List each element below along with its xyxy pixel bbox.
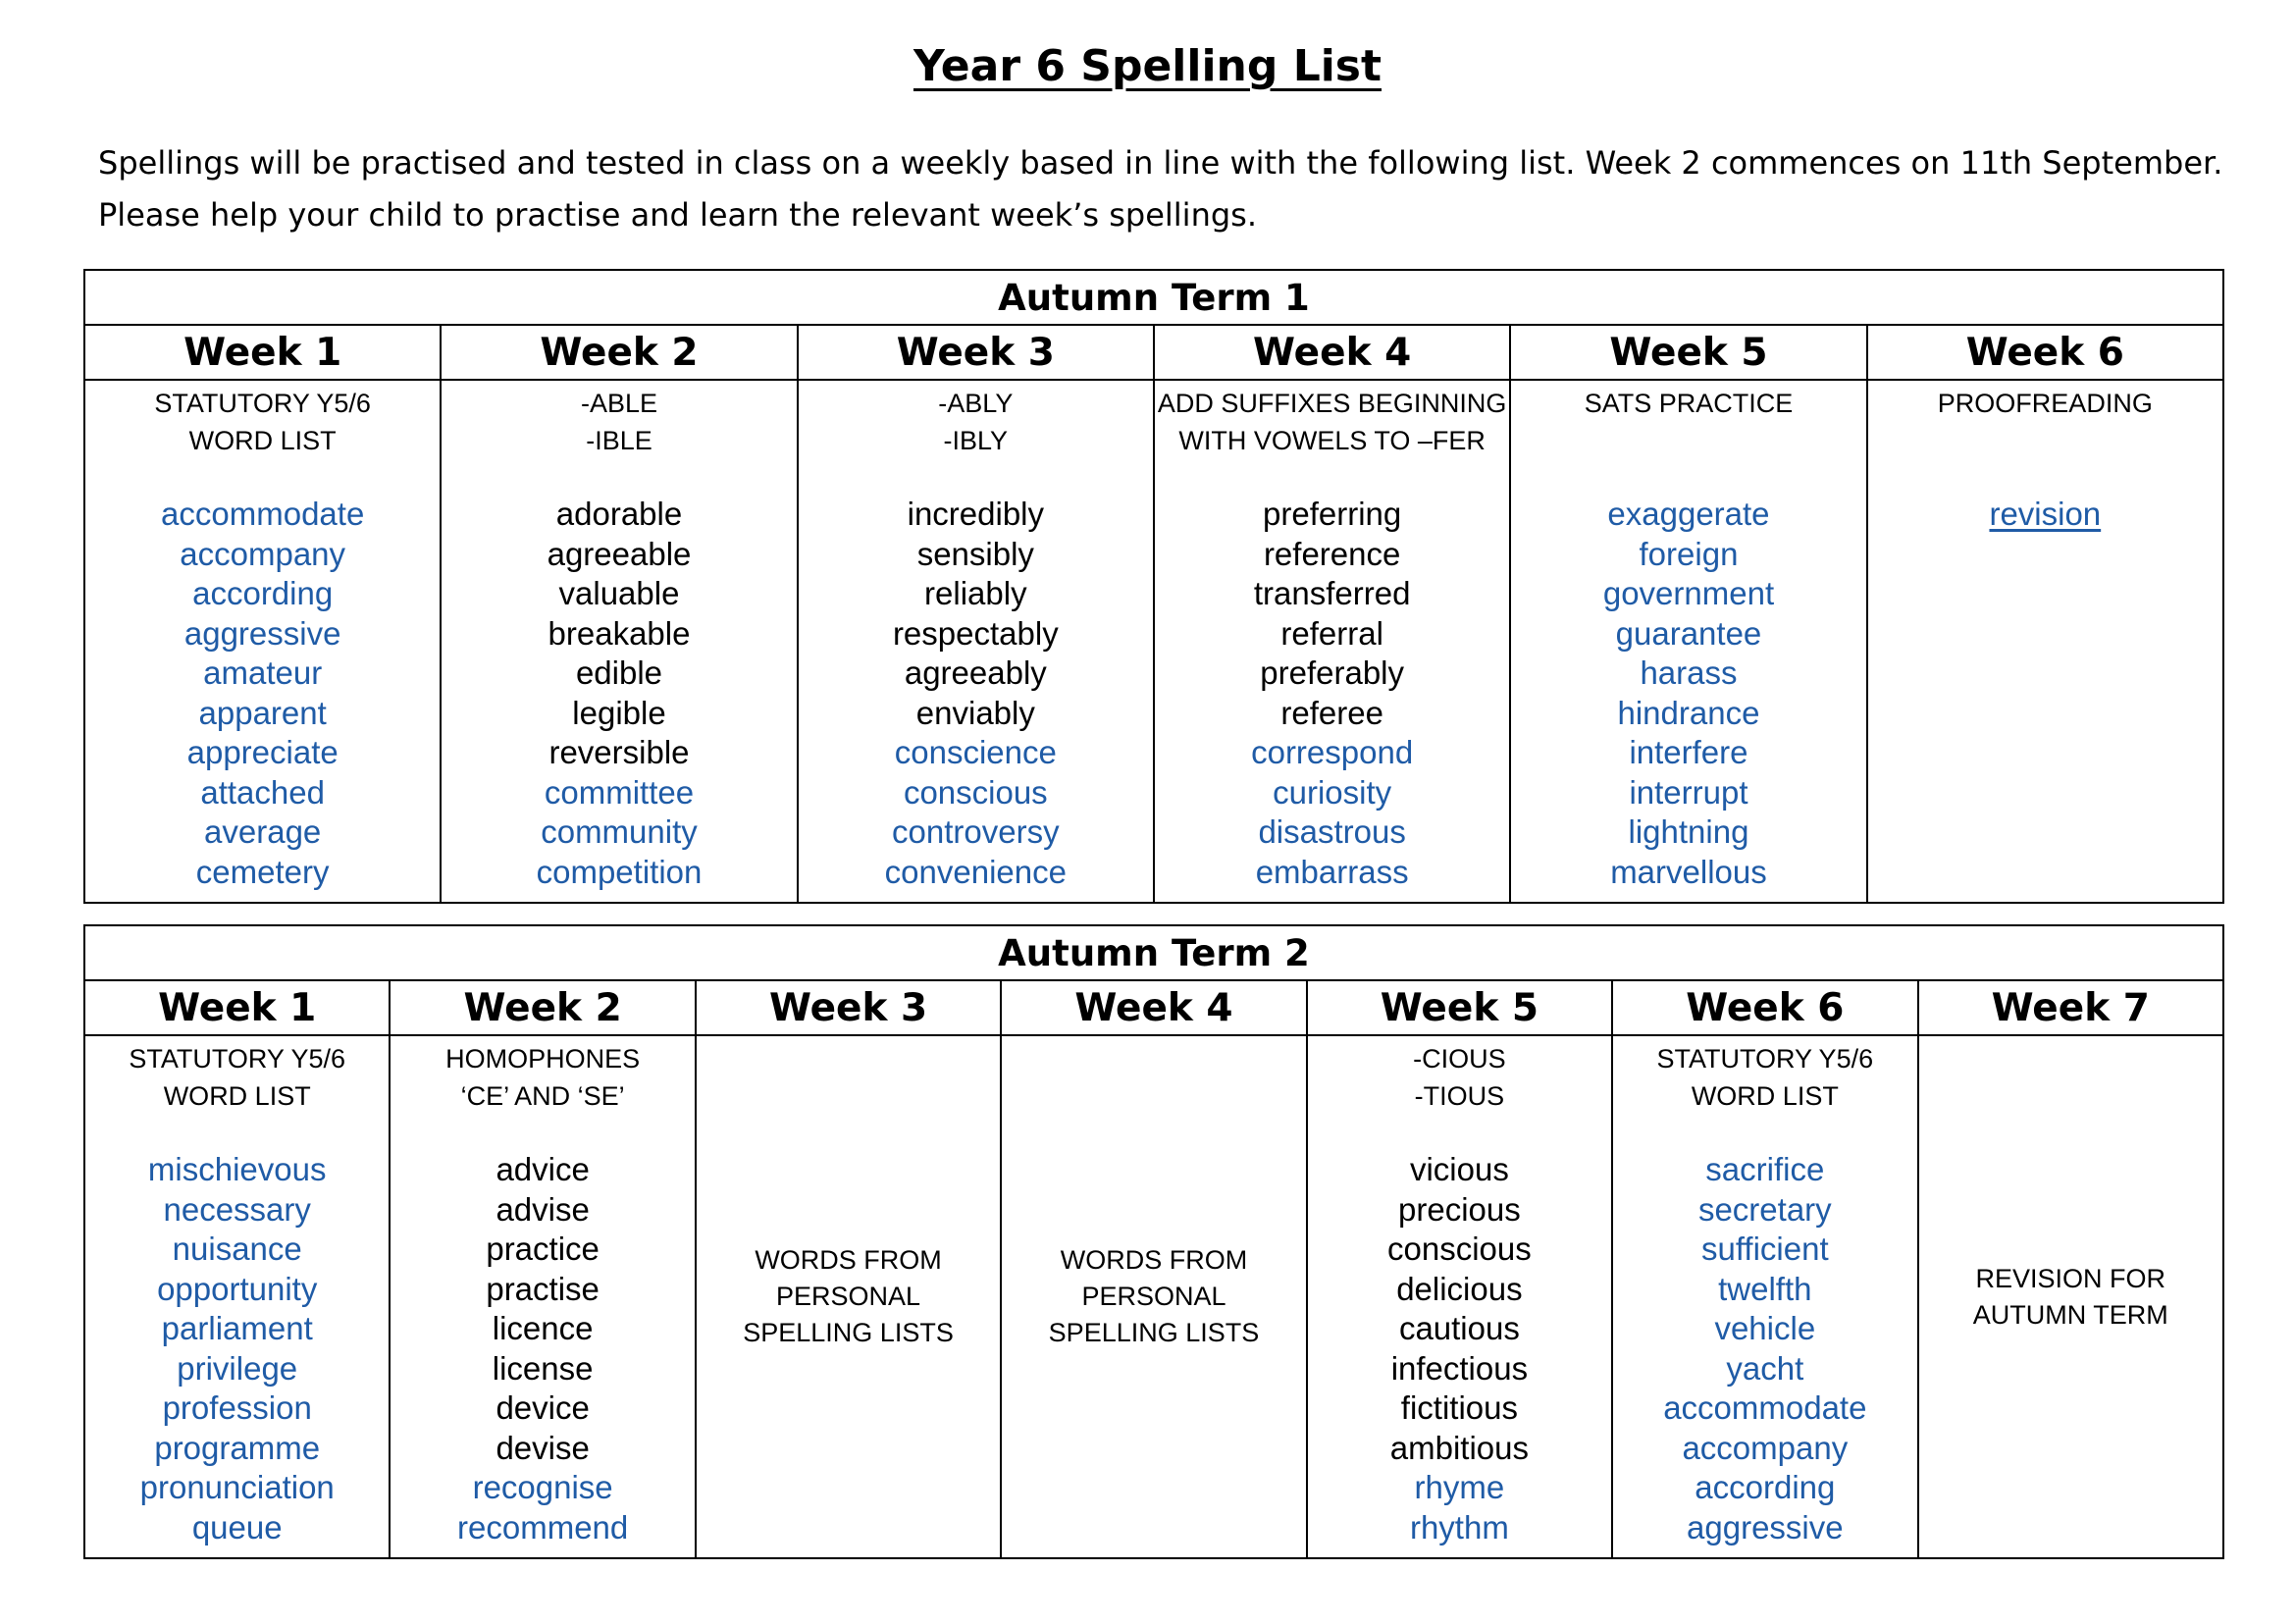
spelling-word: pronunciation xyxy=(139,1469,335,1505)
spelling-word: revision xyxy=(1989,496,2102,532)
spelling-word: advice xyxy=(496,1151,590,1187)
note-line: REVISION FOR xyxy=(1975,1263,2166,1293)
spelling-word: conscious xyxy=(1387,1231,1532,1267)
spelling-word: interrupt xyxy=(1629,773,1748,811)
note-line: PERSONAL xyxy=(1081,1282,1226,1311)
word-list xyxy=(391,1150,694,1557)
autumn-term-2-table xyxy=(83,924,2224,1559)
week-heading: Week 2 xyxy=(390,980,695,1035)
topic-line: WITH VOWELS TO –FER xyxy=(1178,426,1486,455)
spelling-word: appreciate xyxy=(186,734,339,770)
spelling-word: curiosity xyxy=(1273,773,1392,811)
week-topic xyxy=(1155,381,1509,459)
week-cell xyxy=(1867,380,2223,903)
spelling-word: attached xyxy=(200,773,325,811)
note-line: WORDS FROM xyxy=(755,1245,942,1275)
intro-line: Please help your child to practise and learn the relevant week’s spellings. xyxy=(98,196,1257,234)
spelling-word: yacht xyxy=(1726,1349,1804,1387)
topic-line: ‘CE’ AND ‘SE’ xyxy=(460,1081,625,1111)
spelling-word: agreeably xyxy=(904,655,1047,691)
spelling-word: controversy xyxy=(892,813,1060,850)
spelling-word: twelfth xyxy=(1718,1270,1812,1307)
spelling-word: accommodate xyxy=(161,496,365,532)
spelling-word: infectious xyxy=(1390,1349,1529,1387)
week-heading: Week 4 xyxy=(1001,980,1306,1035)
word-list xyxy=(799,495,1153,902)
week-cell xyxy=(390,1035,695,1558)
spelling-word: convenience xyxy=(884,853,1067,890)
topic-line: WORD LIST xyxy=(188,426,337,455)
spelling-word: licence xyxy=(492,1310,594,1346)
spelling-word: precious xyxy=(1398,1190,1521,1228)
topic-line: -TIOUS xyxy=(1414,1081,1505,1111)
topic-line: STATUTORY Y5/6 xyxy=(154,389,371,418)
spelling-word: vehicle xyxy=(1714,1310,1816,1346)
topic-line: HOMOPHONES xyxy=(445,1044,641,1074)
spelling-word: programme xyxy=(154,1429,321,1466)
spelling-word: amateur xyxy=(203,655,323,691)
spelling-word: exaggerate xyxy=(1607,496,1770,532)
spelling-word: preferably xyxy=(1260,655,1405,691)
note-line: AUTUMN TERM xyxy=(1972,1299,2168,1330)
term-heading: Autumn Term 1 xyxy=(84,270,2223,325)
week-heading: Week 3 xyxy=(798,325,1154,380)
spelling-word: vicious xyxy=(1409,1151,1509,1187)
week-note-cell xyxy=(696,1035,1001,1558)
spelling-word: reliably xyxy=(924,575,1027,611)
spelling-word: cemetery xyxy=(195,853,330,890)
spelling-word: accompany xyxy=(180,535,346,572)
spelling-word: recognise xyxy=(472,1469,613,1505)
spelling-word: ambitious xyxy=(1389,1429,1530,1466)
week-heading: Week 4 xyxy=(1154,325,1510,380)
week-cell xyxy=(1612,1035,1917,1558)
spelling-word: embarrass xyxy=(1255,853,1409,890)
spelling-word: nuisance xyxy=(172,1231,302,1267)
topic-line: -ABLY xyxy=(938,389,1014,418)
spelling-word: practise xyxy=(486,1270,600,1307)
week-topic xyxy=(391,1036,694,1115)
spelling-word: hindrance xyxy=(1617,694,1760,731)
spelling-word: incredibly xyxy=(907,496,1045,532)
week-topic xyxy=(1613,1036,1916,1115)
spelling-word: valuable xyxy=(558,575,680,611)
spelling-word: committee xyxy=(544,773,695,811)
week-topic xyxy=(85,381,440,459)
spelling-word: rhythm xyxy=(1409,1508,1509,1545)
week-heading: Week 2 xyxy=(441,325,797,380)
spelling-word: interfere xyxy=(1629,734,1748,770)
spelling-word: secretary xyxy=(1697,1190,1832,1228)
week-heading: Week 7 xyxy=(1918,980,2223,1035)
spelling-word: accompany xyxy=(1682,1429,1849,1466)
week-topic xyxy=(442,381,796,459)
spelling-word: adorable xyxy=(555,496,683,532)
word-list xyxy=(442,495,796,902)
note-line: SPELLING LISTS xyxy=(743,1318,954,1347)
spelling-word: parliament xyxy=(161,1310,313,1346)
spelling-word: breakable xyxy=(548,614,691,652)
week-cell xyxy=(1307,1035,1612,1558)
spelling-word: disastrous xyxy=(1258,813,1406,850)
spelling-word: competition xyxy=(536,853,703,890)
spelling-word: aggressive xyxy=(183,614,341,652)
spelling-word: recommend xyxy=(457,1508,629,1545)
spelling-word: guarantee xyxy=(1615,614,1762,652)
week-topic xyxy=(799,381,1153,459)
topic-line: -IBLY xyxy=(943,426,1009,455)
week-heading: Week 6 xyxy=(1612,980,1917,1035)
spelling-word: rhyme xyxy=(1414,1469,1505,1505)
spelling-word: harass xyxy=(1640,655,1738,691)
week-heading: Week 3 xyxy=(696,980,1001,1035)
spelling-word: queue xyxy=(191,1508,283,1545)
week-cell xyxy=(1154,380,1510,903)
spelling-word: sensibly xyxy=(916,535,1034,572)
week-note-cell xyxy=(1918,1035,2223,1558)
spelling-word: fictitious xyxy=(1400,1389,1518,1426)
week-cell xyxy=(798,380,1154,903)
topic-line: PROOFREADING xyxy=(1937,389,2153,418)
spelling-word: profession xyxy=(162,1389,312,1426)
topic-line: STATUTORY Y5/6 xyxy=(129,1044,345,1074)
spelling-word: cautious xyxy=(1398,1310,1520,1346)
spelling-word: aggressive xyxy=(1687,1508,1844,1545)
note-line: SPELLING LISTS xyxy=(1048,1318,1260,1347)
word-list xyxy=(1613,1150,1916,1557)
spelling-word: advise xyxy=(496,1190,590,1228)
word-list xyxy=(1868,495,2222,545)
topic-line: SATS PRACTICE xyxy=(1584,389,1794,418)
week-note-cell xyxy=(1001,1035,1306,1558)
spelling-word: preferring xyxy=(1263,496,1402,532)
term-heading: Autumn Term 2 xyxy=(84,925,2223,980)
spelling-word: foreign xyxy=(1639,535,1739,572)
topic-line: WORD LIST xyxy=(1691,1081,1839,1111)
spelling-word: marvellous xyxy=(1610,853,1767,890)
week-topic xyxy=(85,1036,389,1115)
week-cell xyxy=(84,380,441,903)
spelling-word: according xyxy=(1695,1469,1836,1505)
topic-line: ADD SUFFIXES BEGINNING xyxy=(1157,389,1507,418)
page-title: Year 6 Spelling List xyxy=(913,41,1382,91)
spelling-word: referral xyxy=(1280,614,1383,652)
spelling-word: reference xyxy=(1263,535,1401,572)
word-list xyxy=(1511,495,1865,902)
note-line: WORDS FROM xyxy=(1060,1245,1248,1275)
week-cell xyxy=(1510,380,1866,903)
autumn-term-1-table xyxy=(83,269,2224,904)
week-topic xyxy=(1308,1036,1611,1115)
week-heading: Week 5 xyxy=(1510,325,1866,380)
word-list xyxy=(1155,495,1509,902)
word-list xyxy=(85,1150,389,1557)
spelling-word: correspond xyxy=(1251,734,1414,770)
week-topic xyxy=(1511,381,1865,459)
spelling-word: delicious xyxy=(1396,1270,1523,1307)
topic-line: WORD LIST xyxy=(163,1081,311,1111)
week-topic xyxy=(1868,381,2222,459)
note-line: PERSONAL xyxy=(776,1282,921,1311)
spelling-word: government xyxy=(1602,575,1775,611)
spelling-word: community xyxy=(541,813,698,850)
spelling-word: referee xyxy=(1280,694,1383,731)
spelling-word: according xyxy=(192,575,334,611)
week-cell xyxy=(84,1035,390,1558)
spelling-word: conscious xyxy=(903,773,1048,811)
spelling-word: average xyxy=(204,813,322,850)
word-list xyxy=(1308,1150,1611,1557)
spelling-word: sacrifice xyxy=(1705,1151,1825,1187)
topic-line: -CIOUS xyxy=(1413,1044,1506,1074)
week-heading: Week 1 xyxy=(84,980,390,1035)
topic-line: STATUTORY Y5/6 xyxy=(1656,1044,1874,1074)
spelling-word: enviably xyxy=(915,694,1035,731)
spelling-word: devise xyxy=(496,1429,590,1466)
spelling-word: lightning xyxy=(1628,813,1749,850)
spelling-word: sufficient xyxy=(1701,1231,1829,1267)
spelling-word: practice xyxy=(486,1231,600,1267)
spelling-word: transferred xyxy=(1253,575,1411,611)
spelling-word: necessary xyxy=(163,1190,311,1228)
spelling-word: device xyxy=(496,1389,590,1426)
spelling-word: agreeable xyxy=(547,535,692,572)
week-heading: Week 6 xyxy=(1867,325,2223,380)
spelling-word: license xyxy=(492,1349,594,1387)
spelling-word: edible xyxy=(575,655,663,691)
spelling-word: opportunity xyxy=(157,1270,318,1307)
spelling-word: accommodate xyxy=(1663,1389,1867,1426)
intro-line: Spellings will be practised and tested in class on a weekly based in line with the following list. Week 2 commences on 11th September. xyxy=(98,144,2223,182)
spelling-word: conscience xyxy=(894,734,1057,770)
spelling-word: mischievous xyxy=(147,1151,327,1187)
spelling-word: respectably xyxy=(892,614,1059,652)
topic-line: -ABLE xyxy=(580,389,658,418)
spelling-word: apparent xyxy=(198,694,327,731)
spelling-word: legible xyxy=(572,694,666,731)
spelling-word: privilege xyxy=(177,1349,298,1387)
spelling-word: reversible xyxy=(548,734,690,770)
topic-line: -IBLE xyxy=(586,426,652,455)
week-cell xyxy=(441,380,797,903)
week-heading: Week 1 xyxy=(84,325,441,380)
intro-text xyxy=(98,137,2237,241)
week-heading: Week 5 xyxy=(1307,980,1612,1035)
word-list xyxy=(85,495,440,902)
